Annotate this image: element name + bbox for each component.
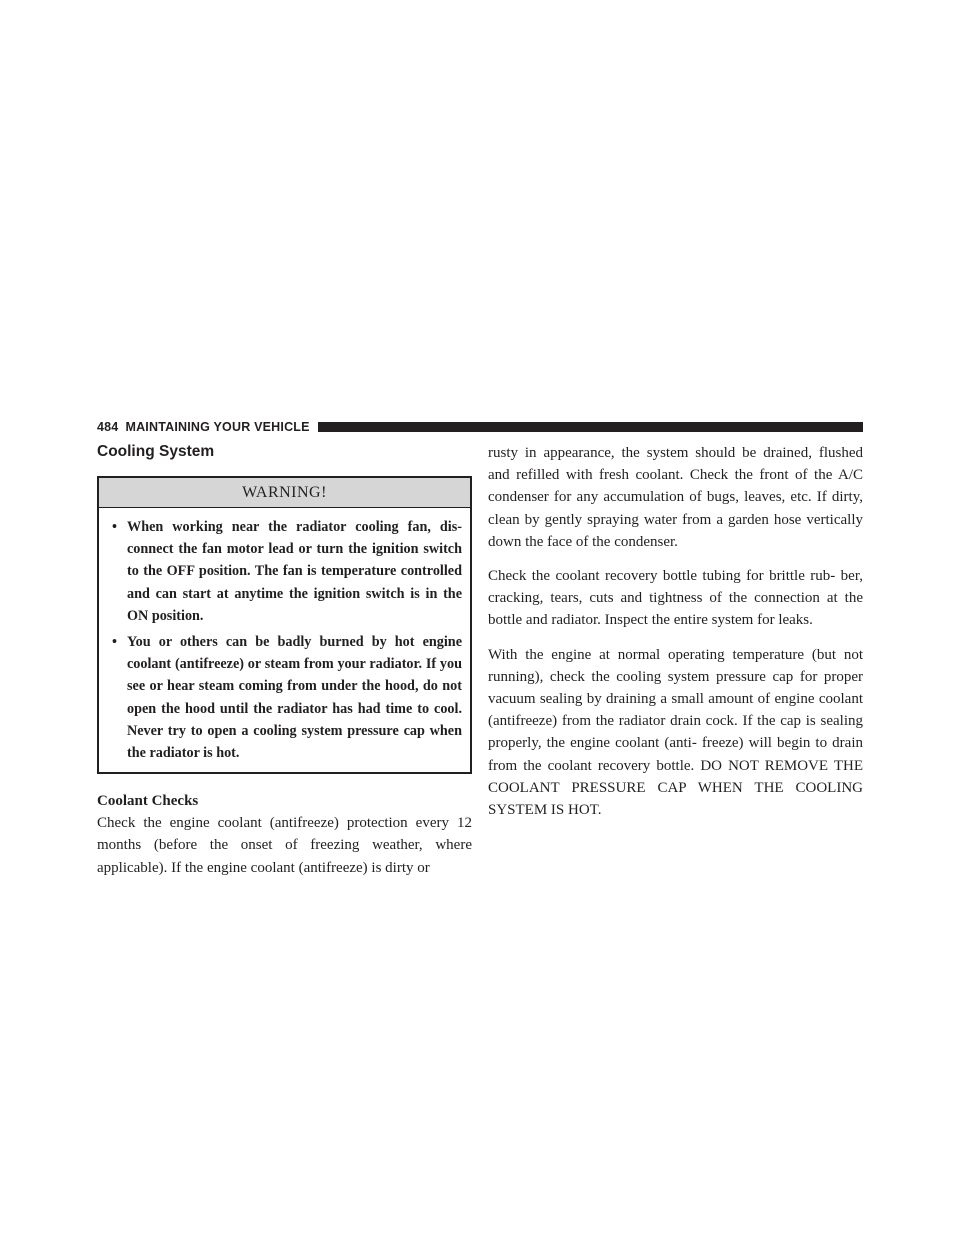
warning-item-text: When working near the radiator cooling fan, dis- connect the fan motor lead or turn the ignition switch to the OFF position. The fan is temperature controlled and can start at anytime the ignition switch is in the ON position. bbox=[127, 519, 462, 624]
body-paragraph: Check the coolant recovery bottle tubing for brittle rub- ber, cracking, tears, cuts and tightness of the connection at the bottle and radiator. Inspect the entire system for leaks. bbox=[488, 568, 863, 629]
warning-item bbox=[107, 631, 462, 764]
section-title: Cooling System bbox=[97, 443, 215, 460]
right-column bbox=[488, 442, 863, 833]
bullet-icon: • bbox=[112, 634, 117, 651]
warning-item bbox=[107, 516, 462, 627]
body-paragraph: With the engine at normal operating temperature (but not running), check the cooling system pressure cap for proper vacuum sealing by draining a small amount of engine coolant (antifreeze) from the radiator drain cock. If the cap is sealing properly, the engine coolant (anti- freeze) will begin to drain from the coolant recovery bottle. DO NOT REMOVE THE COOLANT PRESSURE CAP WHEN THE COOLING SYSTEM IS HOT. bbox=[488, 646, 863, 819]
header-rule bbox=[318, 422, 863, 432]
body-paragraph: rusty in appearance, the system should be drained, flushed and refilled with fresh coolant. Check the front of the A/C condenser for any accumulation of bugs, leaves, etc. If dirty, clean by gently spraying water from a garden hose vertically down the face of the condenser. bbox=[488, 445, 863, 550]
warning-list bbox=[99, 508, 470, 772]
page-header bbox=[97, 420, 863, 434]
left-column bbox=[97, 442, 472, 891]
section-header-title: MAINTAINING YOUR VEHICLE bbox=[125, 420, 310, 434]
warning-box bbox=[97, 476, 472, 774]
subsection-title: Coolant Checks bbox=[97, 793, 199, 810]
body-paragraph: Check the engine coolant (antifreeze) protection every 12 months (before the onset of freezing weather, where applicable). If the engine coolant (antifreeze) is dirty or bbox=[97, 815, 472, 876]
bullet-icon: • bbox=[112, 519, 117, 535]
warning-title: WARNING! bbox=[99, 478, 470, 508]
warning-item-text: You or others can be badly burned by hot engine coolant (antifreeze) or steam from your radiator. If you see or hear steam coming from under the hood, do not open the hood until the radiator has had time to cool. Never try to open a cooling system pressure cap when the radiator is hot. bbox=[127, 634, 462, 762]
page-number: 484 bbox=[97, 420, 119, 434]
